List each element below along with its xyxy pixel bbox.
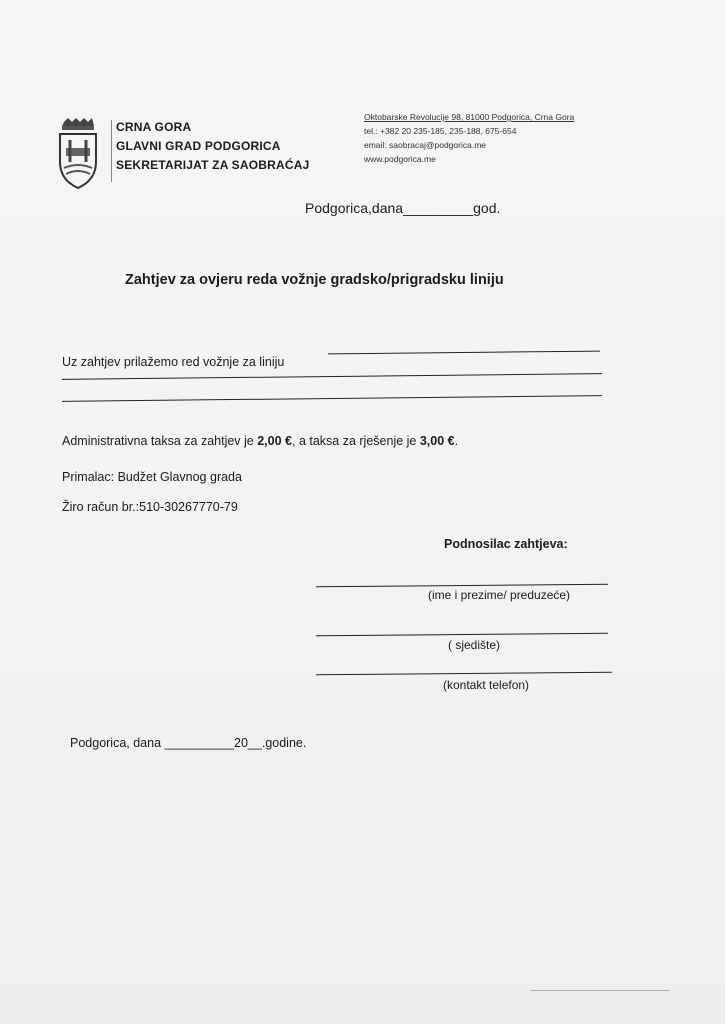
fee-amount-decision: 3,00 € (419, 434, 455, 448)
city-coat-of-arms-icon (56, 118, 100, 190)
route-label: Uz zahtjev prilažemo red vožnje za liniju (62, 355, 285, 369)
applicant-phone-caption: (kontakt telefon) (443, 678, 530, 692)
contact-phone: tel.: +382 20 235-185, 235-188, 675-654 (364, 126, 517, 136)
fee-text-part2: , a taksa za rješenje je (292, 434, 420, 448)
fee-amount-request: 2,00 € (257, 434, 292, 448)
applicant-heading: Podnosilac zahtjeva: (444, 537, 568, 551)
fee-text-part1: Administrativna taksa za zahtjev je (62, 434, 258, 448)
applicant-seat-line[interactable] (316, 633, 608, 637)
header-divider (111, 120, 112, 182)
route-input-line-3[interactable] (62, 395, 602, 402)
contact-block (364, 110, 574, 166)
contact-web: www.podgorica.me (364, 154, 436, 164)
place-date-bottom[interactable]: Podgorica, dana __________20__.godine. (70, 736, 307, 750)
applicant-name-line[interactable] (316, 584, 608, 588)
organization-name (116, 118, 309, 175)
fee-text (62, 434, 458, 448)
route-input-line-2[interactable] (62, 373, 602, 380)
document-title: Zahtjev za ovjeru reda vožnje gradsko/prigradsku liniju (125, 272, 504, 288)
contact-email: email: saobracaj@podgorica.me (364, 140, 487, 150)
account-text: Žiro račun br.:510-30267770-79 (62, 500, 238, 514)
applicant-phone-line[interactable] (316, 672, 612, 676)
org-line-2: GLAVNI GRAD PODGORICA (116, 139, 281, 153)
applicant-seat-caption: ( sjedište) (448, 638, 501, 652)
place-date-top[interactable]: Podgorica,dana_________god. (305, 200, 501, 216)
fee-text-part3: . (454, 434, 459, 448)
footer-rule (530, 990, 670, 991)
route-input-line-1[interactable] (328, 351, 600, 355)
recipient-text: Primalac: Budžet Glavnog grada (62, 470, 242, 484)
org-line-3: SEKRETARIJAT ZA SAOBRAĆAJ (116, 158, 310, 172)
org-line-1: CRNA GORA (116, 120, 192, 134)
applicant-name-caption: (ime i prezime/ preduzeće) (428, 588, 571, 602)
contact-address: Oktobarske Revolucije 98, 81000 Podgorica, Crna Gora (364, 112, 575, 122)
